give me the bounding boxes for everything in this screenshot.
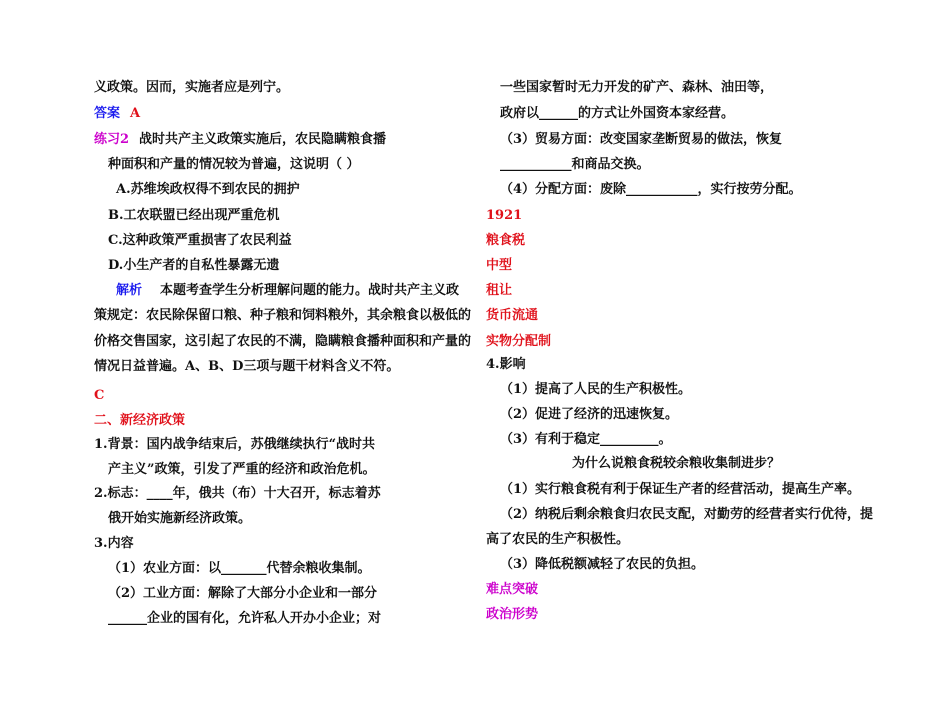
political-situation-heading: 政治形势: [486, 607, 539, 622]
content-heading: 3.内容: [94, 536, 134, 551]
sign-line-1: 2.标志：____年，俄共（布）十大召开，标志着苏: [94, 486, 381, 501]
question-title: 为什么说粮食税较余粮收集制进步？: [571, 456, 780, 471]
answer-label: 答案: [94, 106, 121, 121]
impact-heading: 4.影响: [486, 357, 526, 372]
option-d: D.小生产者的自私性暴露无遗: [108, 258, 280, 273]
answer-c: C: [94, 388, 105, 403]
analysis-label: 解析: [116, 283, 143, 298]
option-a: A.苏维埃政权得不到农民的拥护: [116, 182, 300, 197]
text-line: 义政策。因而，实施者应是列宁。: [94, 80, 290, 95]
analysis-line-4: 情况日益普遍。A、B、D三项与题干材料含义不符。: [94, 359, 400, 374]
background-line-1: 1.背景：国内战争结束后，苏俄继续执行“战时共: [94, 437, 376, 452]
industry-line-1: （2）工业方面：解除了大部分小企业和一部分: [108, 586, 378, 601]
industry-line-3: 一些国家暂时无力开发的矿产、森林、油田等，: [500, 80, 774, 95]
analysis-line-2: 策规定：农民除保留口粮、种子粮和饲料粮外，其余粮食以极低的: [94, 308, 472, 323]
impact-3: （3）有利于稳定_________。: [500, 432, 672, 447]
answer-in-kind: 实物分配制: [486, 334, 552, 349]
analysis-line: [116, 282, 459, 300]
sign-line-2: 俄开始实施新经济政策。: [108, 511, 252, 526]
answer-lease: 租让: [486, 283, 513, 298]
section-title: 二、新经济政策: [94, 413, 186, 428]
impact-2: （2）促进了经济的迅速恢复。: [500, 407, 679, 422]
reason-2a: （2）纳税后剩余粮食归农民支配，对勤劳的经营者实行优待，提: [500, 507, 874, 522]
impact-1: （1）提高了人民的生产积极性。: [500, 382, 692, 397]
answer-line: [94, 105, 140, 123]
distribution-line: （4）分配方面：废除___________，实行按劳分配。: [500, 182, 802, 197]
analysis-line-3: 价格交售国家，这引起了农民的不满，隐瞒粮食播种面积和产量的: [94, 334, 472, 349]
option-c: C.这种政策严重损害了农民利益: [108, 233, 292, 248]
reason-3: （3）降低税额减轻了农民的负担。: [500, 557, 705, 572]
answer-medium: 中型: [486, 258, 513, 273]
exercise-label: 练习2: [94, 132, 130, 147]
agriculture-line: （1）农业方面：以_______代替余粮收集制。: [108, 561, 371, 576]
answer-grain-tax: 粮食税: [486, 233, 526, 248]
exercise-stem-line-2: 种面积和产量的情况较为普遍，这说明（ ）: [108, 157, 360, 172]
reason-1: （1）实行粮食税有利于保证生产者的经营活动，提高生产率。: [500, 482, 861, 497]
difficulty-heading: 难点突破: [486, 582, 539, 597]
trade-line-2: ___________和商品交换。: [500, 157, 650, 172]
background-line-2: 产主义”政策，引发了严重的经济和政治危机。: [108, 462, 376, 477]
exercise-stem-line: [94, 131, 386, 149]
reason-2b: 高了农民的生产积极性。: [486, 532, 630, 547]
trade-line-1: （3）贸易方面：改变国家垄断贸易的做法，恢复: [500, 132, 783, 147]
analysis-text: 本题考查学生分析理解问题的能力。战时共产主义政: [160, 283, 460, 298]
industry-line-2: ______企业的国有化，允许私人开办小企业；对: [108, 611, 382, 626]
industry-line-4: 政府以______的方式让外国资本家经营。: [500, 106, 735, 121]
option-b: B.工农联盟已经出现严重危机: [108, 208, 280, 223]
answer-1921: 1921: [486, 208, 523, 223]
exercise-stem-text: 战时共产主义政策实施后，农民隐瞒粮食播: [139, 132, 387, 147]
answer-currency: 货币流通: [486, 308, 539, 323]
answer-value: A: [130, 106, 141, 121]
